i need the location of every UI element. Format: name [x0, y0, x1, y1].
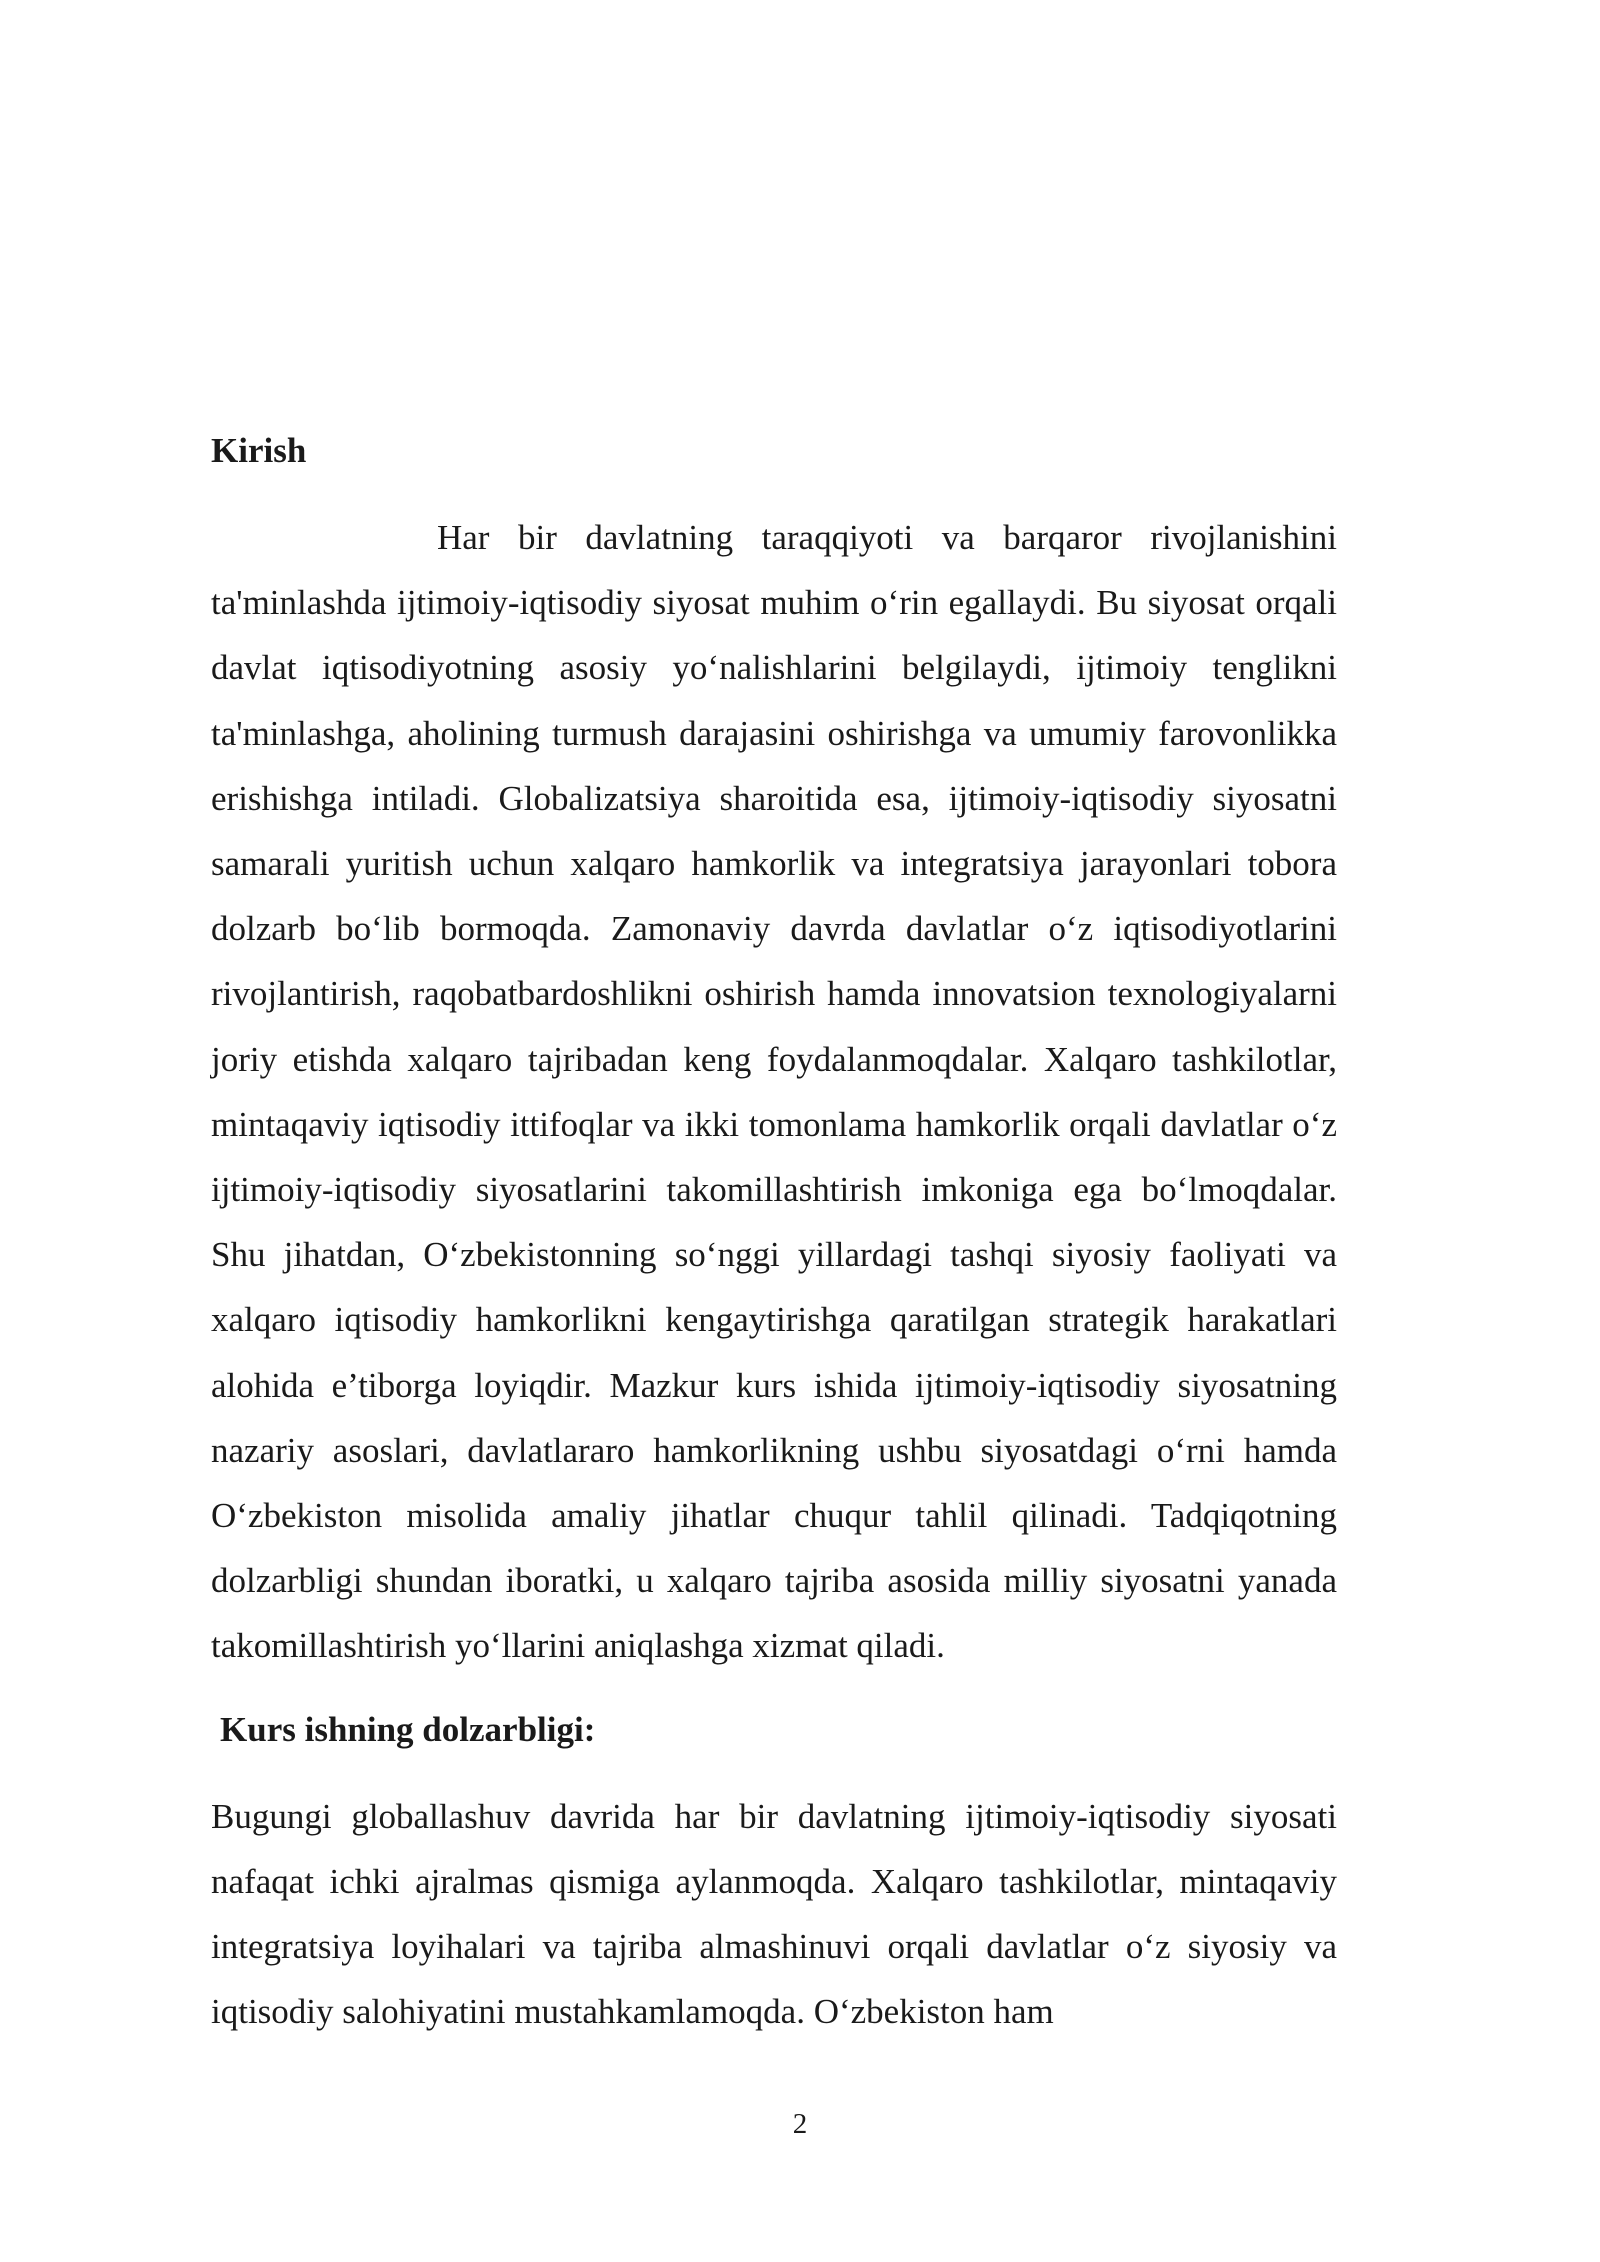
relevance-paragraph: Bugungi globallashuv davrida har bir davlatning ijtimoiy-iqtisodiy siyosati nafaqat ichki ajralmas qismiga aylanmoqda. Xalqaro tashkilotlar, mintaqaviy integratsiya loyihalari va tajriba almashinuvi orqali davlatlar o‘z siyosiy va iqtisodiy salohiyatini mustahkamlamoqda. O‘zbekiston ham [211, 1796, 1337, 2032]
subsection-title: Kurs ishning dolzarbligi: [220, 1709, 596, 1749]
intro-paragraph: Har bir davlatning taraqqiyoti va barqaror rivojlanishini ta'minlashda ijtimoiy-iqtisodiy siyosat muhim o‘rin egallaydi. Bu siyosat orqali davlat iqtisodiyotning asosiy yo‘nalishlarini belgilaydi, ijtimoiy tenglikni ta'minlashga, aholining turmush darajasini oshirishga va umumiy farovonlikka erishishga intiladi. Globalizatsiya sharoitida esa, ijtimoiy-iqtisodiy siyosatni samarali yuritish uchun xalqaro hamkorlik va integratsiya jarayonlari tobora dolzarb bo‘lib bormoqda. Zamonaviy davrda davlatlar o‘z iqtisodiyotlarini rivojlantirish, raqobatbardoshlikni oshirish hamda innovatsion texnologiyalarni joriy etishda xalqaro tajribadan keng foydalanmoqdalar. Xalqaro tashkilotlar, mintaqaviy iqtisodiy ittifoqlar va ikki tomonlama hamkorlik orqali davlatlar o‘z ijtimoiy-iqtisodiy siyosatlarini takomillashtirish imkoniga ega bo‘lmoqdalar. Shu jihatdan, O‘zbekistonning so‘nggi yillardagi tashqi siyosiy faoliyati va xalqaro iqtisodiy hamkorlikni kengaytirishga qaratilgan strategik harakatlari alohida e’tiborga loyiqdir. Mazkur kurs ishida ijtimoiy-iqtisodiy siyosatning nazariy asoslari, davlatlararo hamkorlikning ushbu siyosatdagi o‘rni hamda O‘zbekiston misolida amaliy jihatlar chuqur tahlil qilinadi. Tadqiqotning dolzarbligi shundan iboratki, u xalqaro tajriba asosida milliy siyosatni yanada takomillashtirish yo‘llarini aniqlashga xizmat qiladi. [211, 518, 1337, 1666]
page-number: 2 [792, 2108, 808, 2140]
section-title: Kirish [211, 431, 307, 470]
page-body [211, 418, 1337, 2044]
